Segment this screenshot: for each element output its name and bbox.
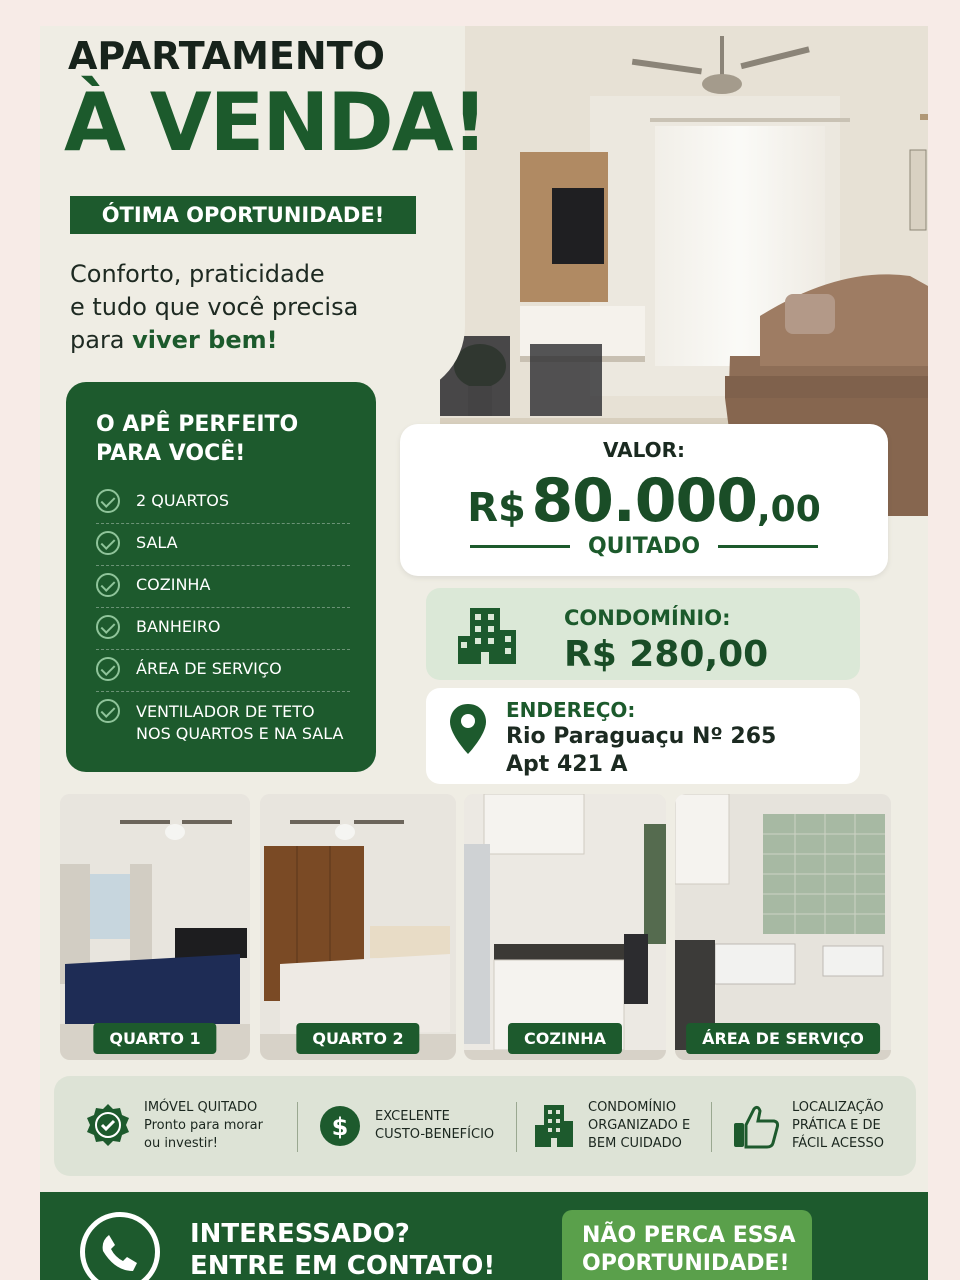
feature-label: 2 QUARTOS [136, 491, 229, 510]
thumbs-up-icon [732, 1103, 780, 1149]
feature-label: ÁREA DE SERVIÇO [136, 659, 282, 678]
laundry-illustration [675, 794, 891, 1060]
feature-item [96, 608, 350, 650]
contact-footer [40, 1192, 928, 1280]
benefit-condo [534, 1076, 690, 1176]
benefit-line: PRÁTICA E DE [792, 1118, 881, 1133]
map-pin-icon [448, 702, 488, 756]
tagline-line-1: Conforto, praticidade [70, 260, 325, 288]
benefit-line: BEM CUIDADO [588, 1136, 682, 1151]
room-label: QUARTO 1 [93, 1023, 216, 1054]
room-photo-quarto-1 [60, 794, 250, 1060]
building-icon [456, 606, 520, 666]
benefit-text [375, 1108, 494, 1144]
feature-item [96, 566, 350, 608]
feature-label-line-1: VENTILADOR DE TETO [136, 702, 315, 721]
dont-miss-badge [562, 1210, 812, 1280]
address-card [426, 688, 860, 784]
address-line-1: Rio Paraguaçu Nº 265 [506, 724, 777, 749]
tagline-prefix: para [70, 326, 133, 354]
tagline [70, 258, 450, 357]
features-box [66, 382, 376, 772]
title-line-2: À VENDA! [64, 76, 487, 169]
feature-label: COZINHA [136, 575, 211, 594]
tagline-line-2: e tudo que você precisa [70, 293, 359, 321]
benefit-divider [297, 1102, 298, 1152]
price-amount: 80.000 [531, 466, 757, 536]
benefit-line: Pronto para morar [144, 1118, 263, 1133]
condo-label: CONDOMÍNIO: [564, 606, 731, 630]
feature-label [136, 701, 343, 745]
price-status: QUITADO [587, 534, 701, 559]
features-title-line-1: O APÊ PERFEITO [96, 412, 299, 437]
room-label: QUARTO 2 [296, 1023, 419, 1054]
flyer [40, 26, 928, 1280]
contact-text [190, 1218, 495, 1280]
badge-line-2: OPORTUNIDADE! [582, 1251, 790, 1276]
check-circle-icon [96, 531, 120, 555]
building-icon [534, 1103, 574, 1149]
check-circle-icon [96, 573, 120, 597]
check-circle-icon [96, 657, 120, 681]
benefit-paid-off [84, 1076, 263, 1176]
condo-value: R$ 280,00 [564, 634, 769, 675]
price-value [400, 466, 888, 536]
phone-icon [80, 1212, 160, 1280]
feature-label-line-2: NOS QUARTOS E NA SALA [136, 724, 344, 743]
divider-line [718, 545, 818, 548]
svg-text:$: $ [331, 1113, 349, 1141]
benefit-title: IMÓVEL QUITADO [144, 1100, 258, 1115]
badge-line-1: NÃO PERCA ESSA [582, 1223, 796, 1248]
contact-line-1: INTERESSADO? [190, 1219, 410, 1249]
benefit-line: LOCALIZAÇÃO [792, 1100, 884, 1115]
feature-item [96, 482, 350, 524]
price-currency: R$ [467, 485, 526, 531]
room-label: COZINHA [508, 1023, 622, 1054]
room-label: ÁREA DE SERVIÇO [686, 1023, 880, 1054]
benefit-text [588, 1099, 690, 1153]
room-photo-area-de-servico [675, 794, 891, 1060]
benefit-text [792, 1099, 884, 1153]
price-status-row [470, 534, 818, 559]
badge-check-icon [84, 1102, 132, 1150]
benefit-line: ORGANIZADO E [588, 1118, 691, 1133]
room-photo-cozinha [464, 794, 666, 1060]
feature-item [96, 650, 350, 692]
condo-card [426, 588, 860, 680]
features-title-line-2: PARA VOCÊ! [96, 441, 246, 466]
tagline-highlight: viver bem! [132, 326, 278, 354]
phone-handset-icon [85, 1217, 155, 1280]
benefit-divider [711, 1102, 712, 1152]
benefit-line: CUSTO-BENEFÍCIO [375, 1127, 495, 1142]
benefit-line: ou investir! [144, 1136, 218, 1151]
tagline-line-3 [70, 324, 450, 357]
price-card [400, 424, 888, 576]
benefit-location [732, 1076, 884, 1176]
divider-line [470, 545, 570, 548]
check-circle-icon [96, 699, 120, 723]
title-line-1: APARTAMENTO [68, 34, 385, 78]
benefit-line: CONDOMÍNIO [588, 1100, 677, 1115]
room-photo-quarto-2 [260, 794, 456, 1060]
dollar-coin-icon [319, 1105, 361, 1147]
feature-label: SALA [136, 533, 178, 552]
features-title [96, 410, 298, 468]
benefit-line: FÁCIL ACESSO [792, 1136, 884, 1151]
kitchen-illustration [464, 794, 666, 1060]
feature-item [96, 524, 350, 566]
address-line-2: Apt 421 A [506, 752, 628, 777]
price-label: VALOR: [602, 438, 686, 462]
address-label: ENDEREÇO: [506, 698, 636, 722]
check-circle-icon [96, 615, 120, 639]
bedroom-1-illustration [60, 794, 250, 1060]
benefit-line: EXCELENTE [375, 1109, 450, 1124]
contact-line-2: ENTRE EM CONTATO! [190, 1251, 496, 1280]
price-cents: ,00 [756, 489, 821, 530]
feature-label: BANHEIRO [136, 617, 221, 636]
check-circle-icon [96, 489, 120, 513]
title-panel [40, 26, 487, 396]
benefit-text [144, 1099, 263, 1153]
benefit-cost [319, 1076, 494, 1176]
feature-item [96, 692, 350, 754]
benefit-divider [516, 1102, 517, 1152]
benefits-bar [54, 1076, 916, 1176]
bedroom-2-illustration [260, 794, 456, 1060]
features-list [96, 482, 350, 754]
room-gallery [60, 794, 915, 1062]
opportunity-banner: ÓTIMA OPORTUNIDADE! [70, 196, 416, 234]
